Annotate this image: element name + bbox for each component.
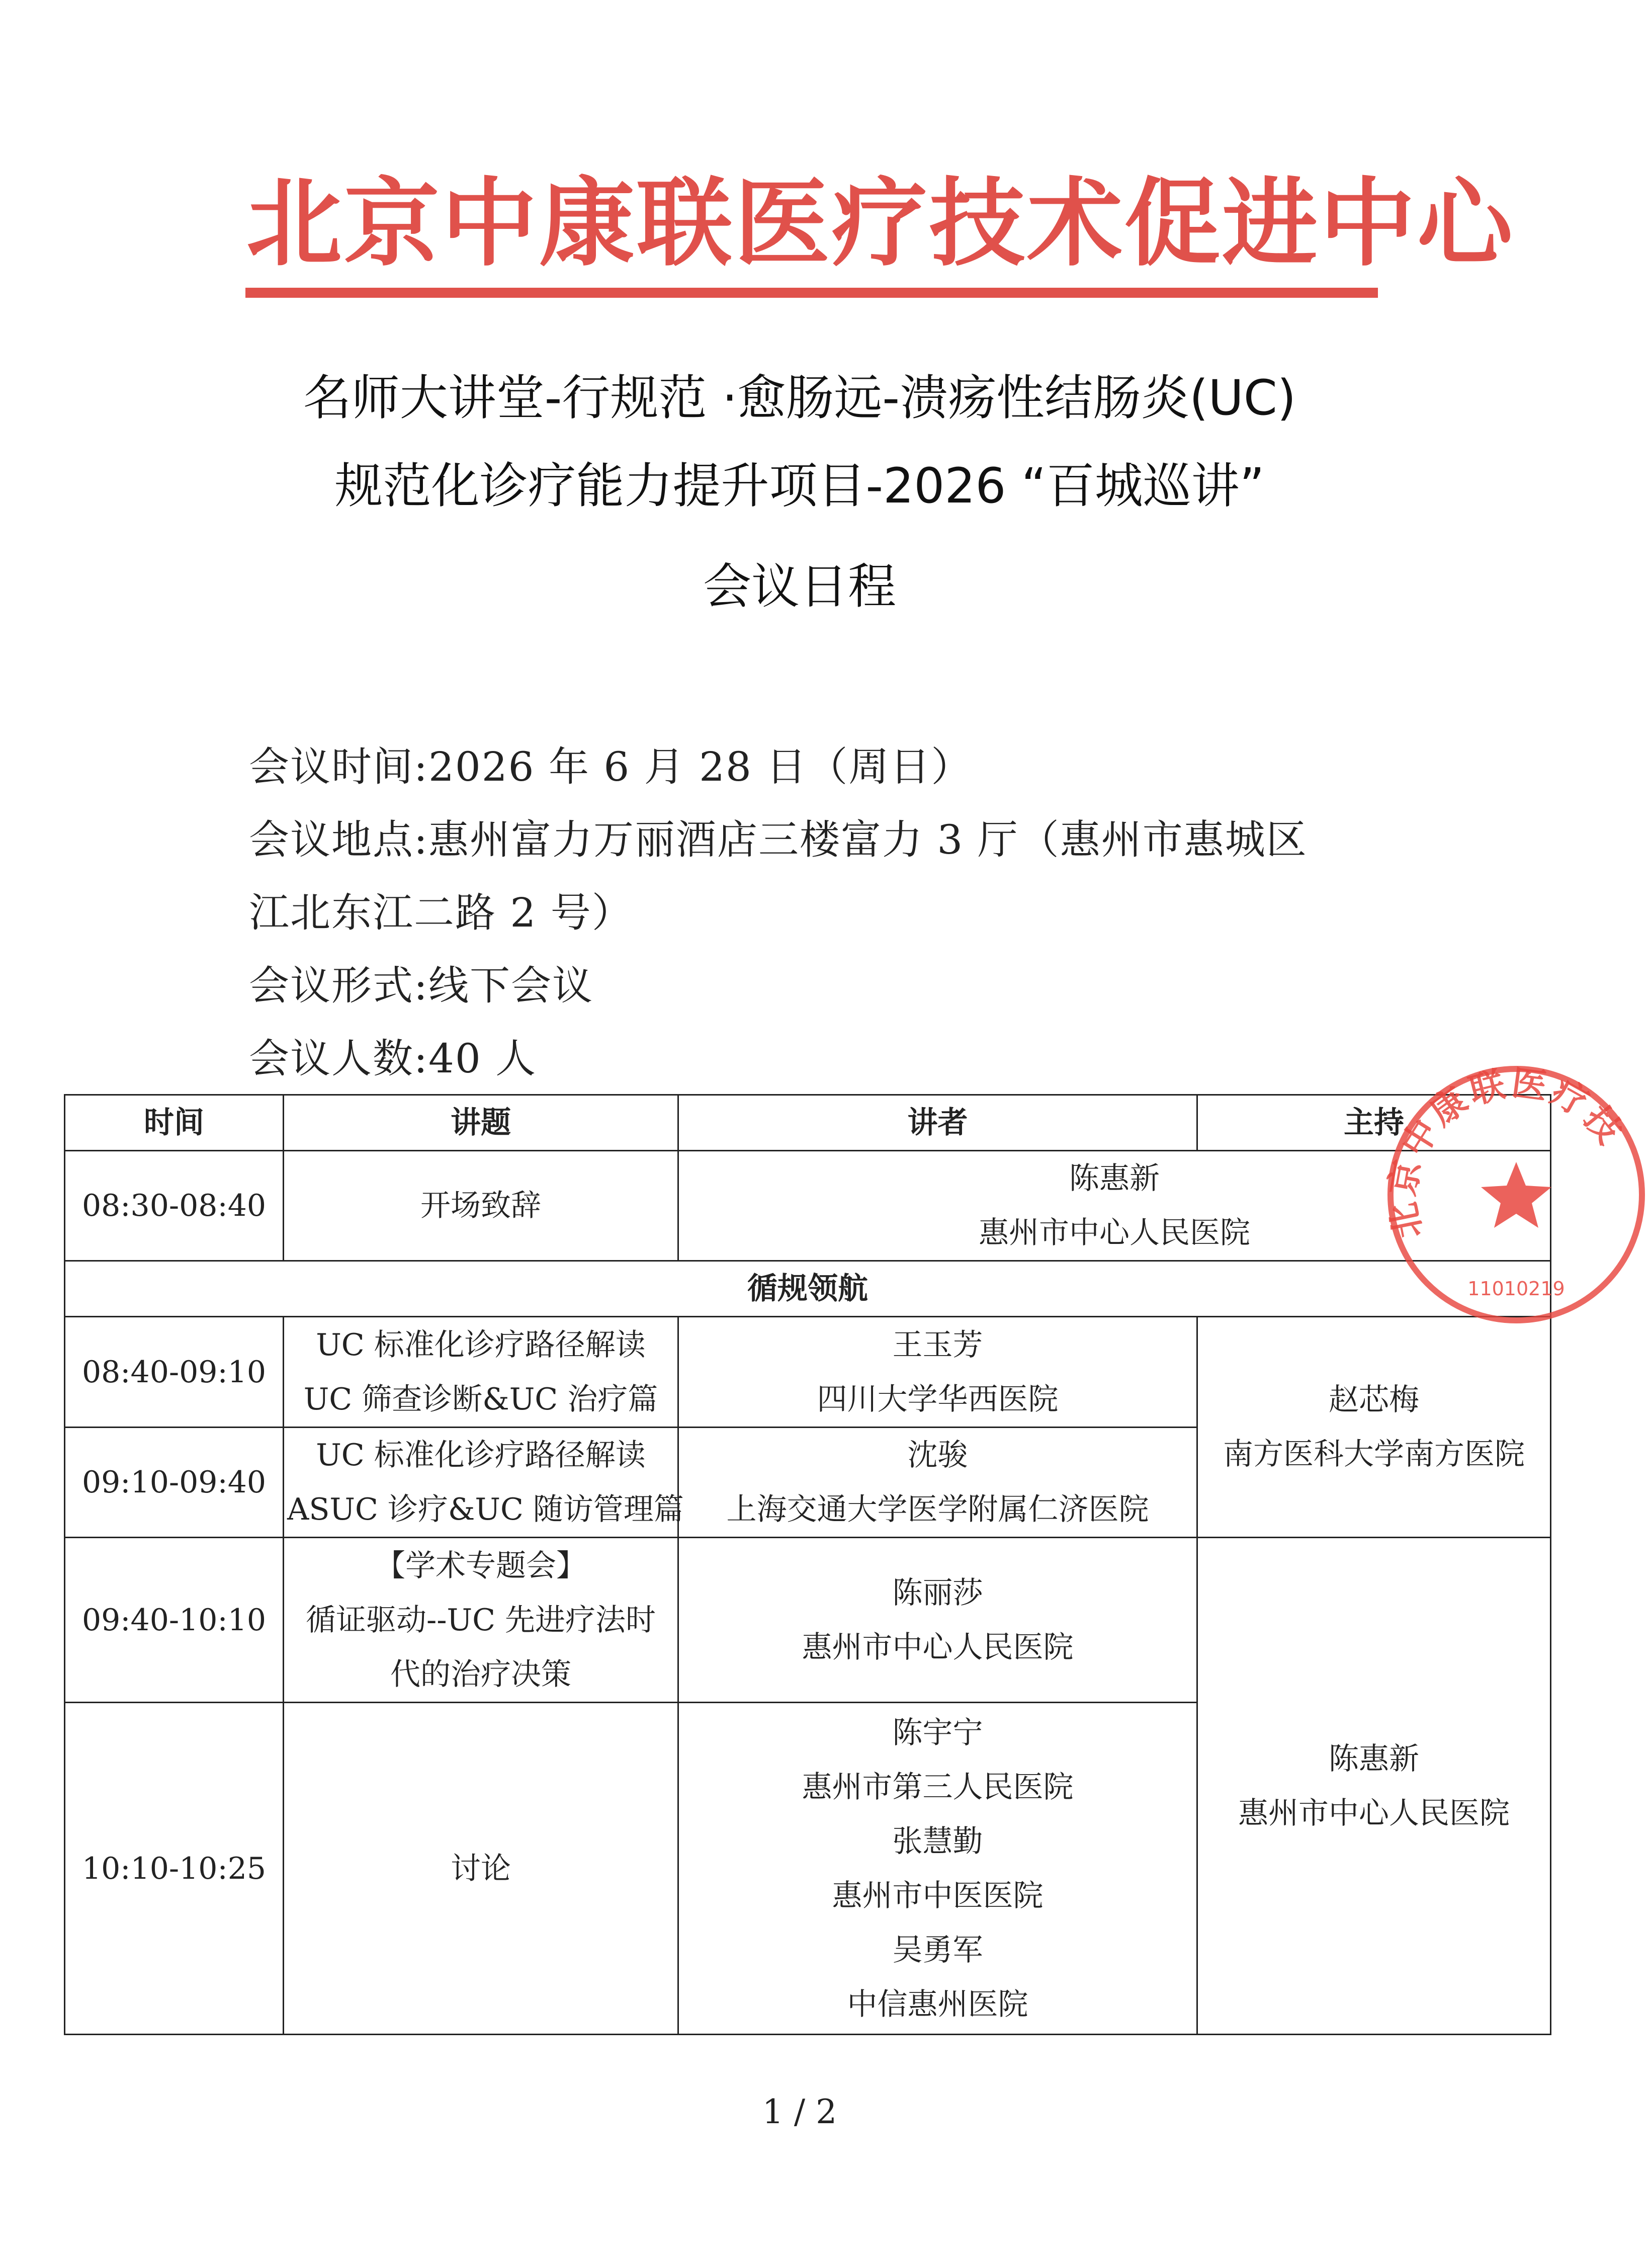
meeting-place-line1: 会议地点:惠州富力万丽酒店三楼富力 3 厅（惠州市惠城区	[249, 816, 1308, 863]
topic-cell	[284, 1428, 684, 1538]
topic-cell	[284, 1317, 678, 1428]
header-time: 时间	[65, 1095, 284, 1151]
section-title: 循规领航	[65, 1261, 1551, 1317]
speaker-name: 陈宇宁	[892, 1715, 983, 1750]
topic-line: 代的治疗决策	[390, 1656, 571, 1692]
time-cell: 08:30-08:40	[65, 1151, 284, 1261]
host-cell	[1197, 1317, 1551, 1538]
host-cell	[1197, 1538, 1551, 2035]
agenda-table	[64, 1094, 1551, 2035]
topic-line: UC 标准化诊疗路径解读	[316, 1438, 646, 1473]
document-title-line1: 名师大讲堂-行规范 ·愈肠远-溃疡性结肠炎(UC)	[303, 370, 1296, 426]
official-seal	[1380, 1059, 1652, 1330]
speaker-org: 上海交通大学医学附属仁济医院	[726, 1492, 1149, 1527]
meeting-time: 会议时间:2026 年 6 月 28 日（周日）	[249, 743, 973, 790]
speaker-name: 王玉芳	[892, 1327, 983, 1363]
page-number: 1 / 2	[762, 2093, 837, 2131]
topic-line: ASUC 诊疗&UC 随访管理篇	[287, 1492, 684, 1527]
time-cell: 10:10-10:25	[65, 1703, 284, 2035]
document-title-line2: 规范化诊疗能力提升项目-2026 “百城巡讲”	[334, 458, 1265, 514]
host-org: 惠州市中心人民医院	[1238, 1795, 1510, 1831]
section-row	[65, 1261, 1551, 1317]
meeting-attendee-count: 会议人数:40 人	[249, 1035, 537, 1082]
host-org: 南方医科大学南方医院	[1223, 1437, 1525, 1472]
seal-number: 11010219	[1467, 1278, 1565, 1300]
topic-cell	[284, 1538, 678, 1703]
speaker-org: 中信惠州医院	[847, 1986, 1028, 2022]
time-cell: 09:40-10:10	[65, 1538, 284, 1703]
meeting-format: 会议形式:线下会议	[249, 962, 593, 1009]
seal-star	[1481, 1162, 1551, 1228]
topic-line: 循证驱动--UC 先进疗法时	[305, 1602, 656, 1638]
speaker-name: 陈惠新	[1069, 1161, 1160, 1196]
speaker-cell	[678, 1538, 1197, 1703]
speaker-name: 沈骏	[907, 1438, 968, 1473]
speaker-name: 张慧勤	[892, 1823, 983, 1859]
document-title-line3: 会议日程	[703, 558, 896, 615]
header-host: 主持	[1197, 1095, 1551, 1151]
topic-cell: 讨论	[284, 1703, 678, 2035]
speaker-name: 陈丽莎	[892, 1575, 983, 1611]
seal-text-path: 北京中康联医疗技	[1381, 1062, 1632, 1242]
time-cell: 09:10-09:40	[65, 1428, 284, 1538]
speaker-org: 惠州市第三人民医院	[802, 1769, 1074, 1805]
header-speaker: 讲者	[678, 1095, 1197, 1151]
speaker-cell	[678, 1703, 1197, 2035]
speaker-org: 惠州市中心人民医院	[979, 1215, 1250, 1250]
header-topic: 讲题	[284, 1095, 678, 1151]
topic-line: UC 筛查诊断&UC 治疗篇	[303, 1381, 658, 1417]
table-row	[65, 1151, 1551, 1261]
time-cell: 08:40-09:10	[65, 1317, 284, 1428]
speaker-org: 惠州市中心人民医院	[802, 1629, 1074, 1665]
table-row	[65, 1538, 1551, 1703]
speaker-org: 四川大学华西医院	[817, 1381, 1059, 1417]
organization-title: 北京中康联医疗技术促进中心	[246, 168, 1515, 279]
table-header-row	[65, 1095, 1551, 1151]
speaker-name: 吴勇军	[892, 1932, 983, 1968]
table-row	[65, 1317, 1551, 1428]
header-divider	[245, 288, 1378, 298]
speaker-cell	[678, 1317, 1197, 1428]
topic-cell: 开场致辞	[284, 1151, 678, 1261]
speaker-org: 惠州市中医医院	[832, 1878, 1044, 1913]
host-name: 陈惠新	[1329, 1741, 1419, 1777]
topic-line: UC 标准化诊疗路径解读	[316, 1327, 646, 1363]
host-name: 赵芯梅	[1329, 1382, 1419, 1417]
speaker-cell	[678, 1428, 1197, 1538]
meeting-place-line2: 江北东江二路 2 号）	[249, 889, 633, 936]
topic-line: 【学术专题会】	[375, 1548, 586, 1583]
